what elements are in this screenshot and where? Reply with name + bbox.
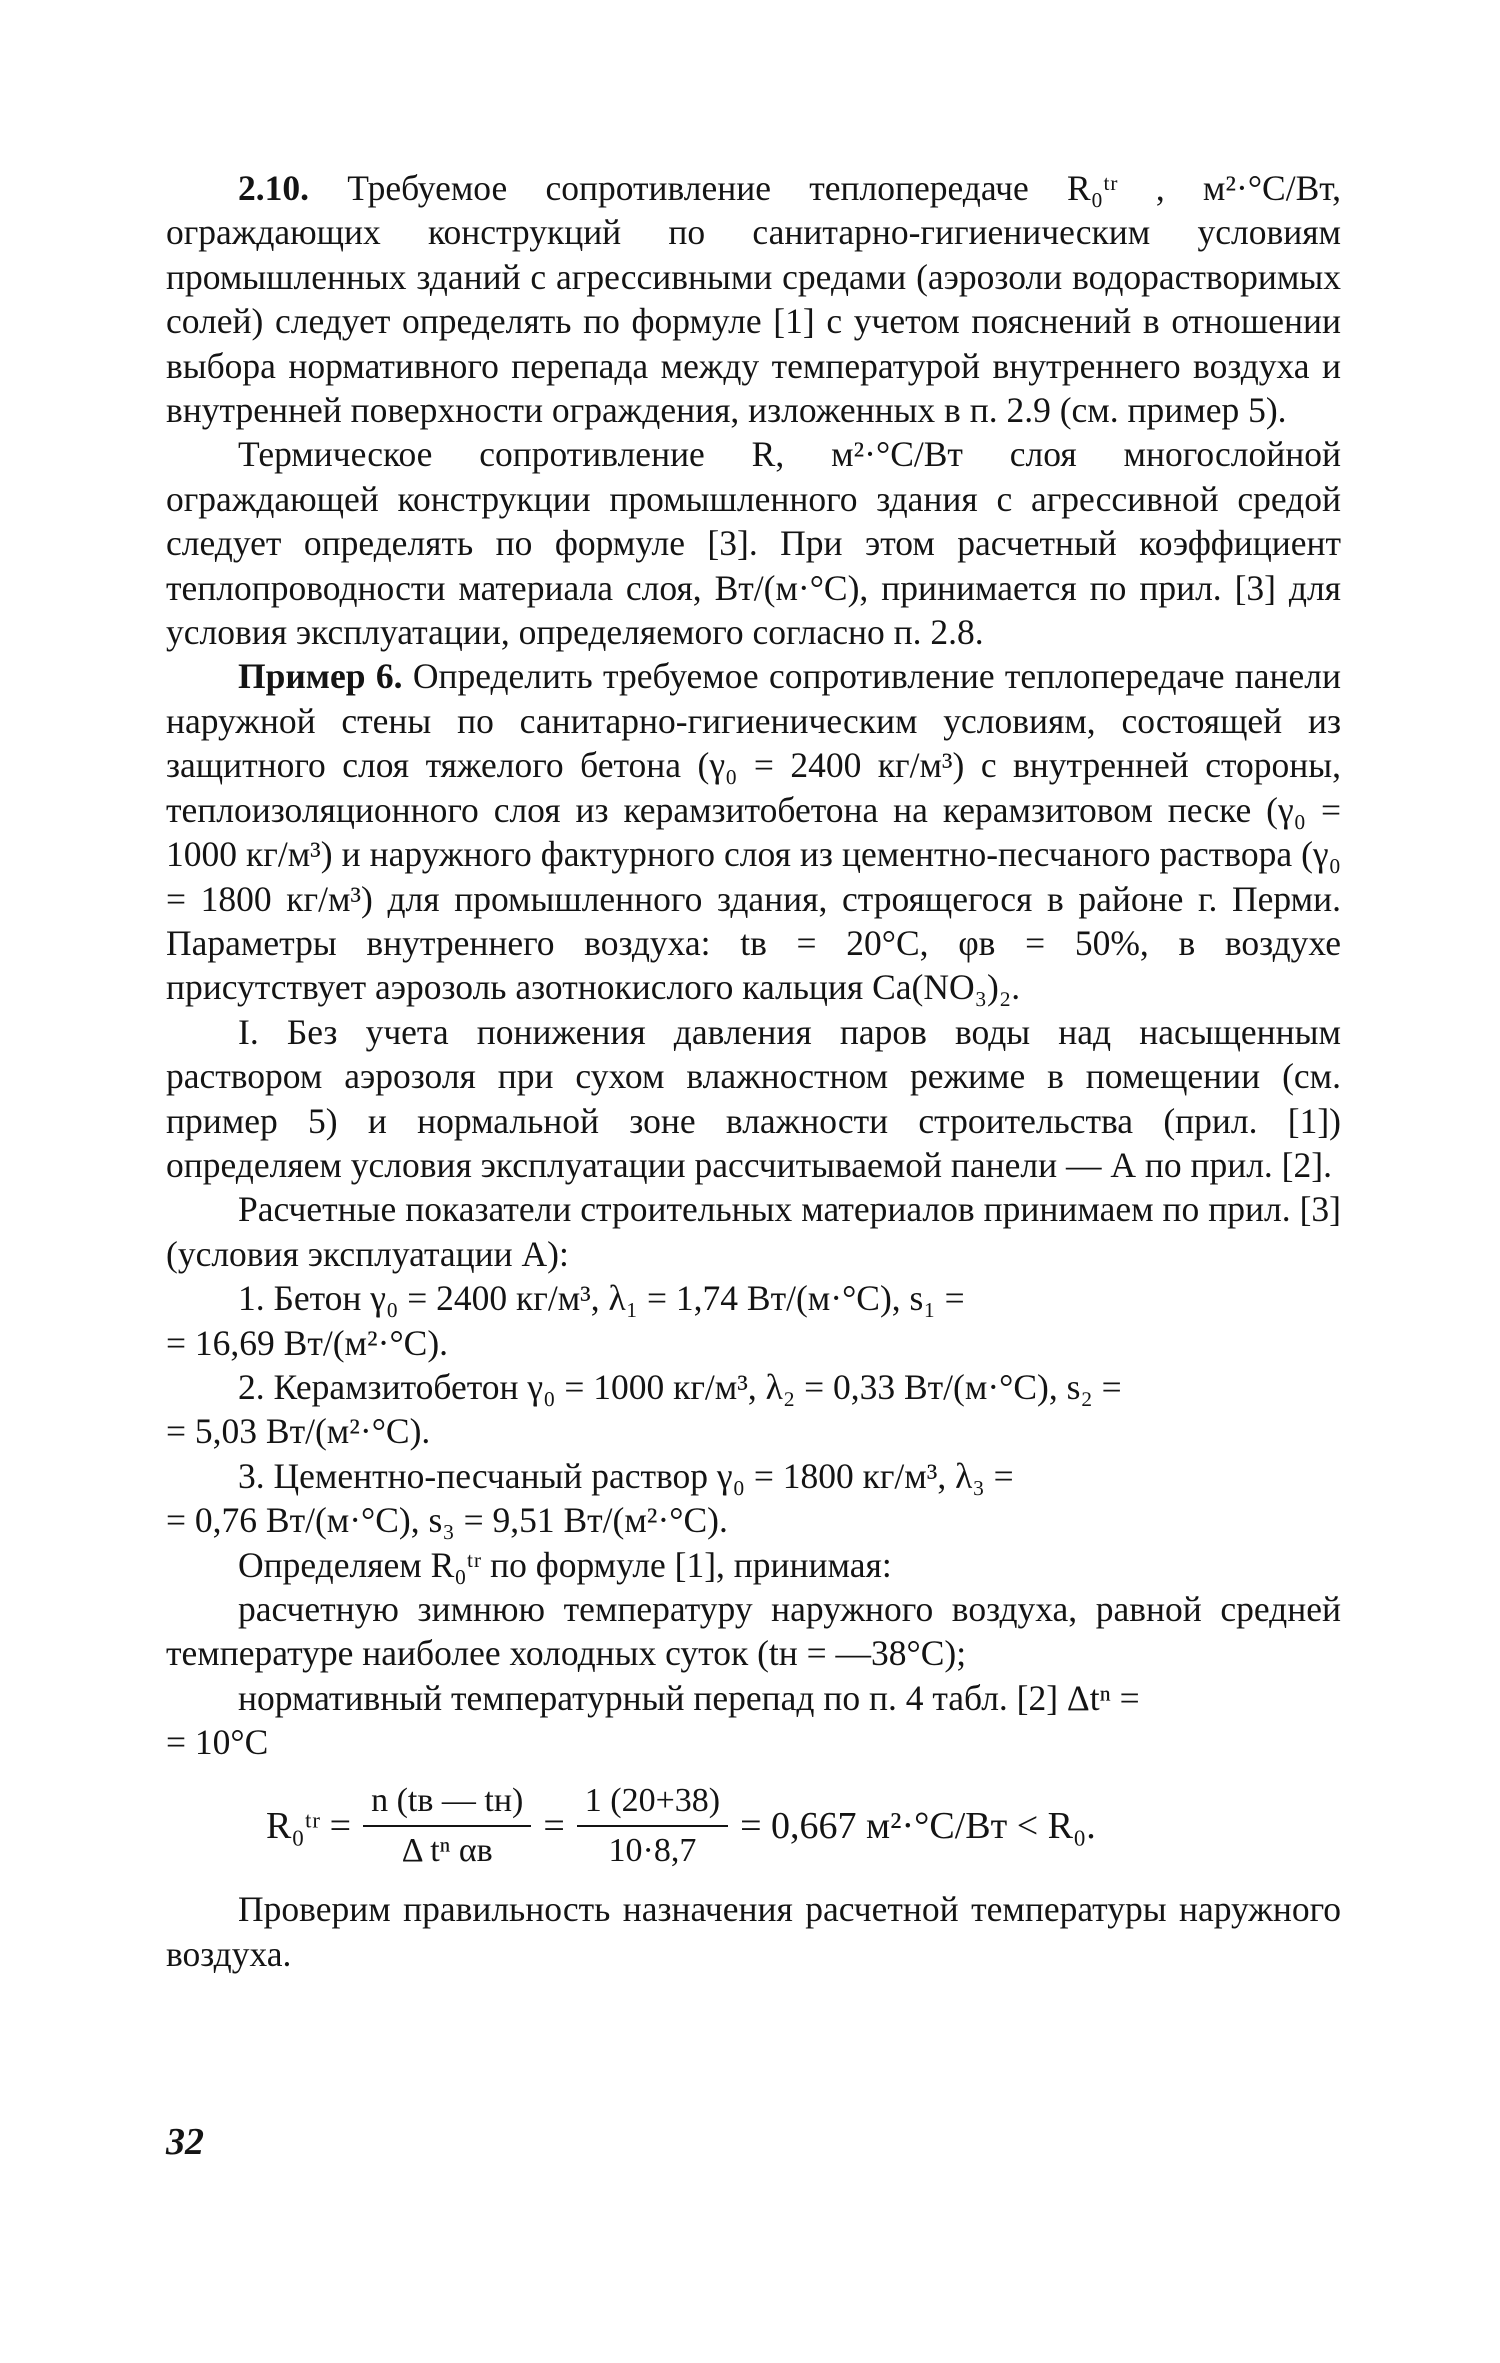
material-line: 3. Цементно-песчаный раствор γ₀ = 1800 кг/м³, λ₃ =: [238, 1455, 1014, 1496]
example-text: Определить требуемое сопротивление теплопередаче панели наружной стены по санитарно-гигиеническим условиям, состоящей из защитного слоя тяжелого бетона (γ₀ = 2400 кг/м³) с внутренней стороны, теплоизоляционного слоя из керамзитобетона на керамзитовом песке (γ₀ = 1000 кг/м³) и наружного фактурного слоя из цементно-песчаного раствора (γ₀ = 1800 кг/м³) для промышленного здания, строящегося в районе г. Перми. Параметры внутреннего воздуха: tв = 20°С, φв = 50%, в воздухе присутствует аэрозоль азотнокислого кальция Ca(NO₃)₂.: [166, 656, 1342, 1008]
paragraph-example-6: [166, 654, 1341, 1009]
paragraph-step-1: I. Без учета понижения давления паров воды над насыщенным раствором аэрозоля при сухом влажностном режиме в помещении (см. пример 5) и нормальной зоне влажности строительства (прил. [1]) определяем условия эксплуатации рассчитываемой панели — А по прил. [2].: [166, 1011, 1341, 1185]
text-column: [166, 166, 1341, 1976]
fraction-numerator: 1 (20+38): [577, 1779, 728, 1827]
material-line-cont: = 16,69 Вт/(м²·°С).: [166, 1322, 449, 1363]
example-label: Пример 6.: [238, 656, 403, 697]
page-number: 32: [166, 2121, 204, 2163]
paragraph-material-intro: Расчетные показатели строительных материалов принимаем по прил. [3] (условия эксплуатации А):: [166, 1189, 1341, 1274]
formula-result: = 0,667 м²·°С/Вт < R₀.: [740, 1804, 1096, 1847]
formula-fraction-1: [363, 1779, 531, 1874]
paragraph-text: Требуемое сопротивление теплопередаче R₀ᵗʳ , м²·°С/Вт, ограждающих конструкций по санитарно-гигиеническим условиям промышленных зданий с агрессивными средами (аэрозоли водорастворимых солей) следует определять по формуле [1] с учетом пояснений в отношении выбора нормативного перепада между температурой внутреннего воздуха и внутренней поверхности ограждения, изложенных в п. 2.9 (см. пример 5).: [166, 168, 1341, 431]
material-line-cont: = 5,03 Вт/(м²·°С).: [166, 1411, 431, 1452]
fraction-numerator: n (tв — tн): [363, 1779, 531, 1827]
material-line: 1. Бетон γ₀ = 2400 кг/м³, λ₁ = 1,74 Вт/(м·°С), s₁ =: [238, 1278, 965, 1319]
formula-required-resistance: [266, 1779, 1341, 1874]
material-line: 2. Керамзитобетон γ₀ = 1000 кг/м³, λ₂ = 0,33 Вт/(м·°С), s₂ =: [238, 1366, 1122, 1407]
fraction-denominator: Δ tⁿ αв: [401, 1832, 493, 1870]
material-line-cont: = 0,76 Вт/(м·°С), s₃ = 9,51 Вт/(м²·°С).: [166, 1500, 728, 1541]
determine-item-gradient-cont: = 10°С: [166, 1722, 269, 1763]
determine-item-gradient: нормативный температурный перепад по п. 4 табл. [2] Δtⁿ =: [238, 1677, 1140, 1718]
formula-equals: =: [543, 1804, 565, 1847]
material-list: [166, 1276, 1341, 1542]
formula-lhs: R₀ᵗʳ =: [266, 1804, 352, 1847]
determine-intro: Определяем R₀ᵗʳ по формуле [1], принимая:: [238, 1544, 892, 1585]
paragraph-closing: Проверим правильность назначения расчетной температуры наружного воздуха.: [166, 1889, 1341, 1974]
paragraph-2-10: [166, 166, 1341, 432]
fraction-denominator: 10·8,7: [608, 1832, 697, 1870]
formula-fraction-2: [577, 1779, 728, 1874]
determine-item-temperature: расчетную зимнюю температуру наружного воздуха, равной средней температуре наиболее холодных суток (tн = —38°С);: [166, 1589, 1341, 1674]
paragraph-thermal-resistance: Термическое сопротивление R, м²·°С/Вт слоя многослойной ограждающей конструкции промышленного здания с агрессивной средой следует определять по формуле [3]. При этом расчетный коэффициент теплопроводности материала слоя, Вт/(м·°С), принимается по прил. [3] для условия эксплуатации, определяемого согласно п. 2.8.: [166, 434, 1341, 653]
section-number: 2.10.: [238, 168, 309, 208]
